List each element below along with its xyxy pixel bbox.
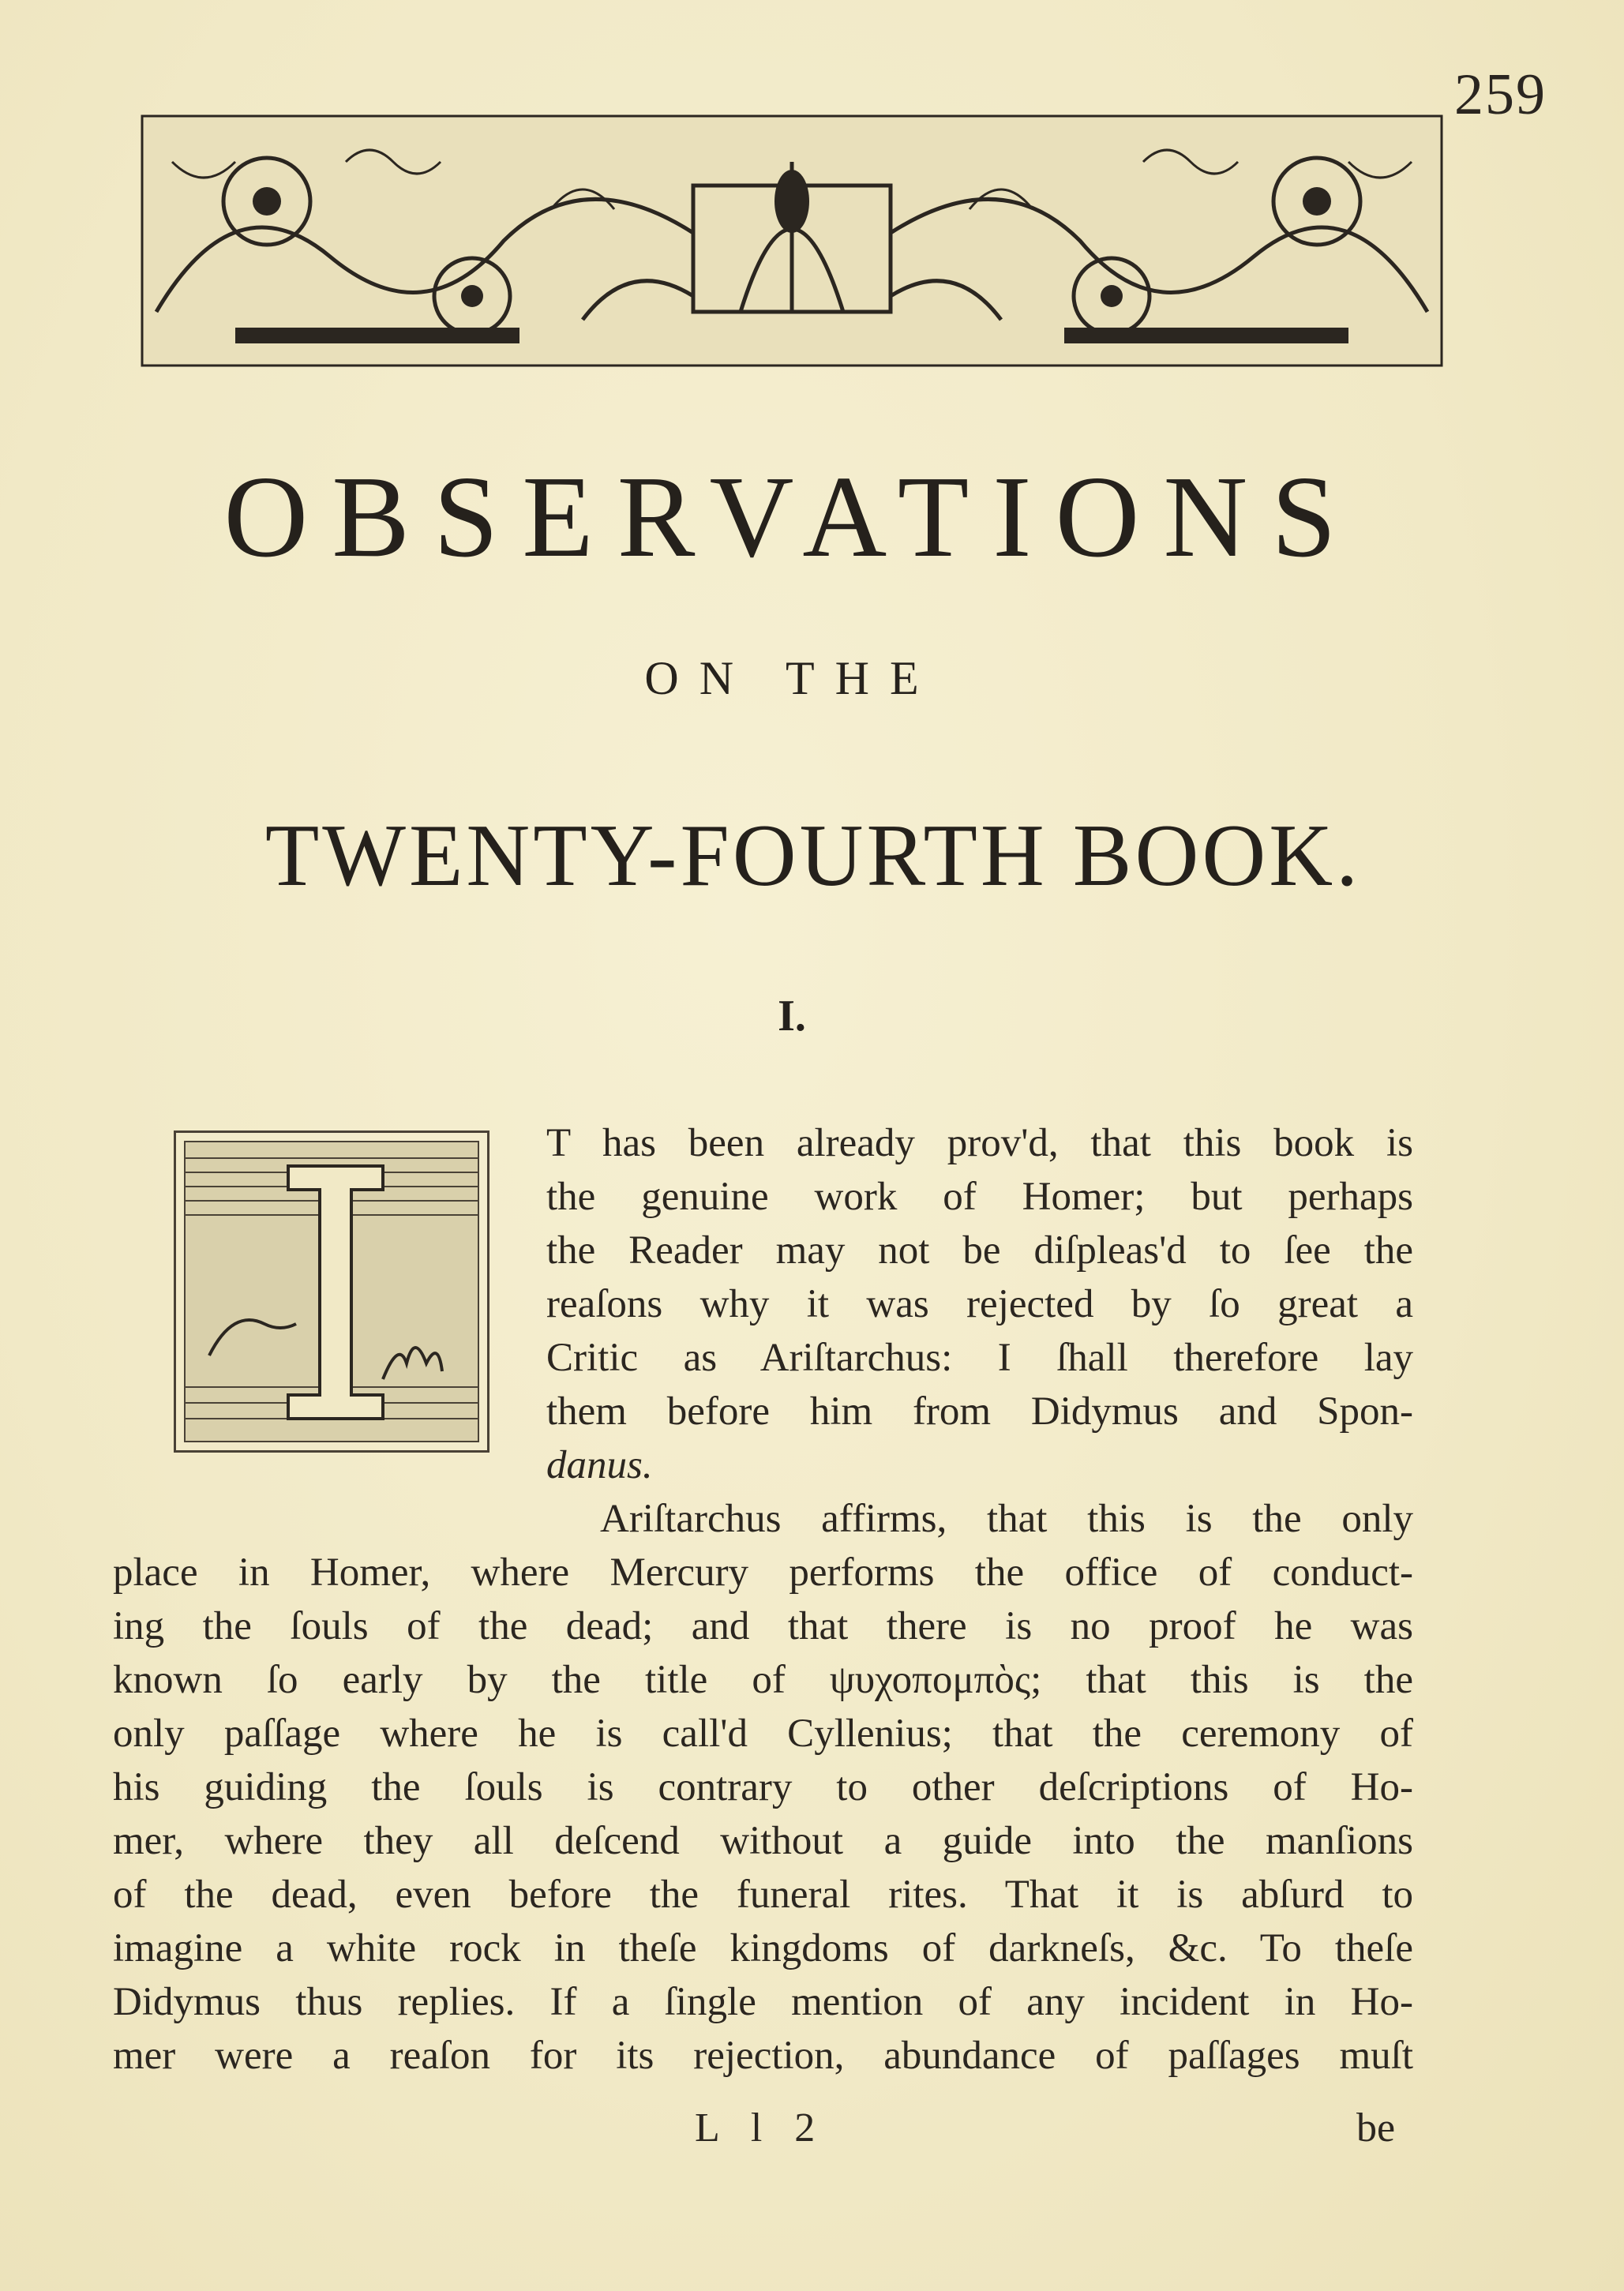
text-line: his guiding the ſouls is contrary to other deſcriptions of Ho-: [113, 1765, 1413, 1809]
text-line: Didymus thus replies. If a ſingle mention of any incident in Ho-: [113, 1980, 1413, 2024]
signature-mark: L l 2: [695, 2105, 827, 2150]
page-subtitle: ON THE: [644, 652, 940, 704]
text-line: of the dead, even before the funeral rites. That it is abſurd to: [113, 1873, 1413, 1917]
text-line: mer, where they all deſcend without a guide into the manſions: [113, 1819, 1413, 1863]
catchword: be: [1356, 2105, 1396, 2150]
page-title: OBSERVATIONS: [223, 452, 1360, 582]
text-line: reaſons why it was rejected by ſo great a: [546, 1282, 1413, 1326]
text-line: T has been already prov'd, that this book is: [546, 1121, 1413, 1165]
text-line: imagine a white rock in theſe kingdoms of darkneſs, &c. To theſe: [113, 1926, 1413, 1970]
text-line: mer were a reaſon for its rejection, abundance of paſſages muſt: [113, 2034, 1413, 2078]
text-line: the Reader may not be diſpleas'd to ſee the: [546, 1228, 1413, 1273]
section-number: I.: [778, 992, 806, 1041]
text-line: the genuine work of Homer; but perhaps: [546, 1175, 1413, 1219]
book-title: TWENTY-FOURTH BOOK.: [264, 807, 1362, 905]
text-line: known ſo early by the title of ψυχοπομπὸς; that this is the: [113, 1658, 1413, 1702]
text-line: ing the ſouls of the dead; and that there is no proof he was: [113, 1604, 1413, 1648]
text-line: only paſſage where he is call'd Cyllenius; that the ceremony of: [113, 1712, 1413, 1756]
text-line: danus.: [546, 1443, 653, 1487]
text-line: Ariſtarchus affirms, that this is the only: [600, 1497, 1413, 1541]
page-number: 259: [1454, 62, 1547, 127]
text-line: them before him from Didymus and Spon-: [546, 1389, 1413, 1434]
text-line: place in Homer, where Mercury performs the office of conduct-: [113, 1550, 1413, 1595]
text-line: Critic as Ariſtarchus: I ſhall therefore lay: [546, 1336, 1413, 1380]
